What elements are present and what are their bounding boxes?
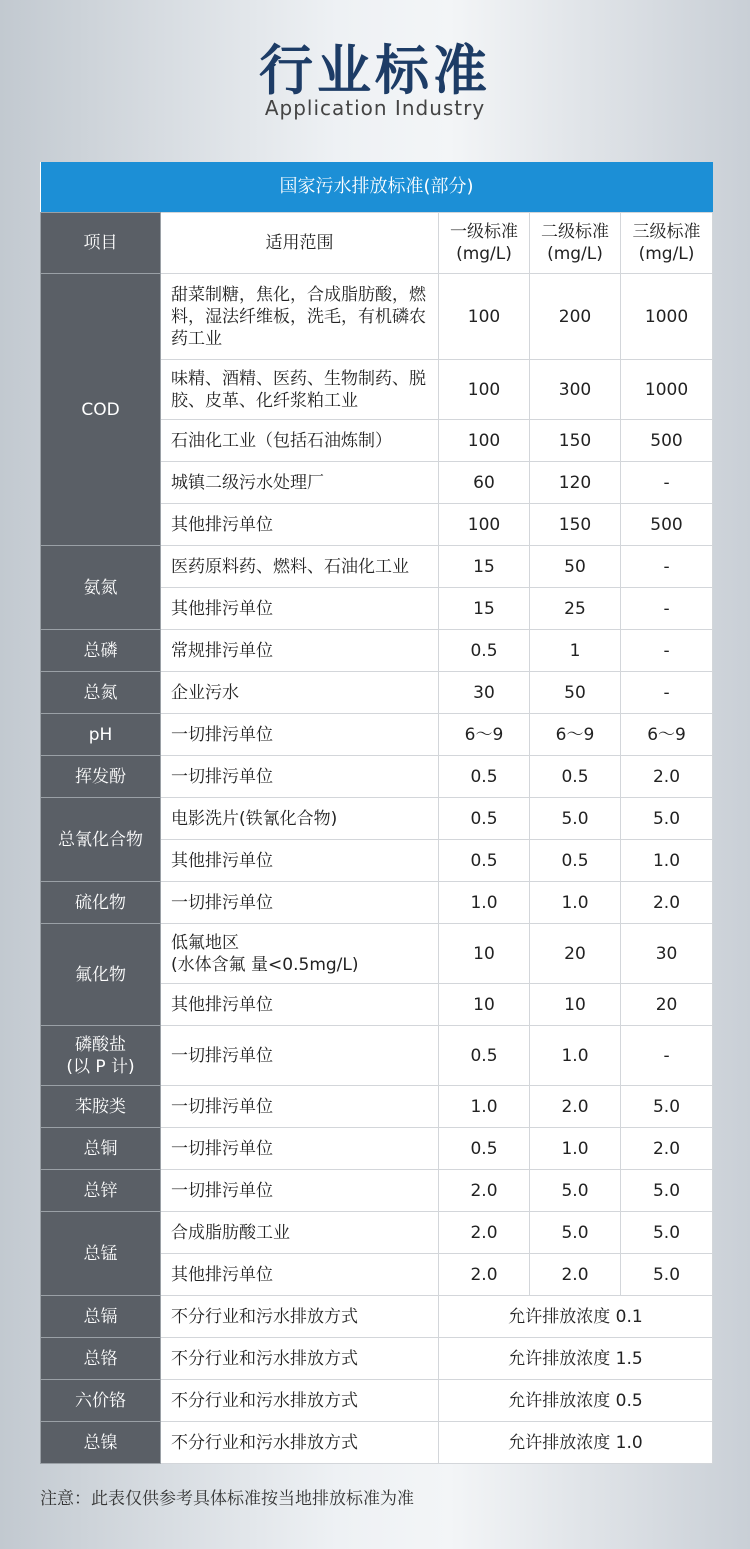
scope-cell: 合成脂肪酸工业 — [161, 1212, 439, 1254]
scope-cell: 其他排污单位 — [161, 840, 439, 882]
grade1-value-cell: 100 — [439, 420, 530, 462]
item-cell: 总锌 — [41, 1170, 161, 1212]
grade1-value-cell: 100 — [439, 274, 530, 360]
grade2-value-cell: 2.0 — [530, 1086, 621, 1128]
scope-cell: 其他排污单位 — [161, 984, 439, 1026]
table-row — [41, 546, 713, 588]
table-row — [41, 1296, 713, 1338]
table-row — [41, 1026, 713, 1086]
grade3-value-cell: 2.0 — [621, 756, 713, 798]
grade3-value-cell: 2.0 — [621, 882, 713, 924]
grade2-value-cell: 5.0 — [530, 798, 621, 840]
limit-cell-merged: 允许排放浓度 0.5 — [439, 1380, 713, 1422]
table-row — [41, 714, 713, 756]
scope-cell: 一切排污单位 — [161, 714, 439, 756]
scope-cell: 低氟地区 (水体含氟 量<0.5mg/L) — [161, 924, 439, 984]
grade1-value-cell: 100 — [439, 504, 530, 546]
footnote: 注意：此表仅供参考具体标准按当地排放标准为准 — [40, 1489, 414, 1509]
grade2-value-cell: 6～9 — [530, 714, 621, 756]
scope-cell: 不分行业和污水排放方式 — [161, 1380, 439, 1422]
grade3-value-cell: - — [621, 1026, 713, 1086]
page-title: 行业标准 — [259, 39, 491, 102]
scope-cell: 甜菜制糖，焦化，合成脂肪酸，燃料，湿法纤维板，洗毛，有机磷农药工业 — [161, 274, 439, 360]
scope-cell: 一切排污单位 — [161, 756, 439, 798]
grade3-value-cell: 5.0 — [621, 1212, 713, 1254]
table-row — [41, 630, 713, 672]
item-cell: 硫化物 — [41, 882, 161, 924]
item-cell: 挥发酚 — [41, 756, 161, 798]
grade2-value-cell: 200 — [530, 274, 621, 360]
column-header-scope: 适用范围 — [161, 213, 439, 274]
grade3-value-cell: - — [621, 588, 713, 630]
grade1-value-cell: 0.5 — [439, 798, 530, 840]
item-cell: 总铬 — [41, 1338, 161, 1380]
grade3-value-cell: 1000 — [621, 274, 713, 360]
item-cell: COD — [41, 274, 161, 546]
table-row — [41, 1212, 713, 1254]
grade2-value-cell: 1 — [530, 630, 621, 672]
grade1-value-cell: 100 — [439, 360, 530, 420]
table-header-row — [41, 213, 713, 274]
grade3-value-cell: 20 — [621, 984, 713, 1026]
scope-cell: 一切排污单位 — [161, 1128, 439, 1170]
table-row — [41, 672, 713, 714]
table-row — [41, 756, 713, 798]
grade2-value-cell: 2.0 — [530, 1254, 621, 1296]
grade1-value-cell: 10 — [439, 924, 530, 984]
grade3-value-cell: 30 — [621, 924, 713, 984]
scope-cell: 一切排污单位 — [161, 1086, 439, 1128]
grade2-value-cell: 1.0 — [530, 882, 621, 924]
grade1-value-cell: 0.5 — [439, 840, 530, 882]
grade2-value-cell: 50 — [530, 546, 621, 588]
scope-cell: 一切排污单位 — [161, 1026, 439, 1086]
limit-cell-merged: 允许排放浓度 1.5 — [439, 1338, 713, 1380]
grade3-value-cell: 1.0 — [621, 840, 713, 882]
scope-cell: 企业污水 — [161, 672, 439, 714]
grade3-value-cell: 5.0 — [621, 1086, 713, 1128]
table-row — [41, 1086, 713, 1128]
grade1-value-cell: 2.0 — [439, 1170, 530, 1212]
scope-cell: 医药原料药、燃料、石油化工业 — [161, 546, 439, 588]
grade2-value-cell: 50 — [530, 672, 621, 714]
grade3-value-cell: 5.0 — [621, 798, 713, 840]
grade2-value-cell: 120 — [530, 462, 621, 504]
grade2-value-cell: 150 — [530, 420, 621, 462]
limit-cell-merged: 允许排放浓度 0.1 — [439, 1296, 713, 1338]
item-cell: 磷酸盐 (以 P 计) — [41, 1026, 161, 1086]
grade3-value-cell: 500 — [621, 504, 713, 546]
scope-cell: 不分行业和污水排放方式 — [161, 1422, 439, 1464]
grade2-value-cell: 5.0 — [530, 1212, 621, 1254]
grade1-value-cell: 2.0 — [439, 1212, 530, 1254]
scope-cell: 不分行业和污水排放方式 — [161, 1296, 439, 1338]
grade1-value-cell: 0.5 — [439, 1128, 530, 1170]
item-cell: 总镍 — [41, 1422, 161, 1464]
grade1-value-cell: 10 — [439, 984, 530, 1026]
table-row — [41, 1338, 713, 1380]
item-cell: 总锰 — [41, 1212, 161, 1296]
grade1-value-cell: 6～9 — [439, 714, 530, 756]
column-header-grade1: 一级标准 (mg/L) — [439, 213, 530, 274]
grade1-value-cell: 1.0 — [439, 882, 530, 924]
grade1-value-cell: 60 — [439, 462, 530, 504]
item-cell: 总镉 — [41, 1296, 161, 1338]
grade2-value-cell: 0.5 — [530, 840, 621, 882]
grade3-value-cell: 5.0 — [621, 1170, 713, 1212]
grade3-value-cell: 2.0 — [621, 1128, 713, 1170]
item-cell: 总氮 — [41, 672, 161, 714]
grade2-value-cell: 150 — [530, 504, 621, 546]
scope-cell: 其他排污单位 — [161, 1254, 439, 1296]
grade3-value-cell: - — [621, 672, 713, 714]
grade2-value-cell: 300 — [530, 360, 621, 420]
item-cell: 总铜 — [41, 1128, 161, 1170]
item-cell: 氟化物 — [41, 924, 161, 1026]
grade2-value-cell: 1.0 — [530, 1128, 621, 1170]
scope-cell: 其他排污单位 — [161, 504, 439, 546]
grade3-value-cell: 500 — [621, 420, 713, 462]
item-cell: 总磷 — [41, 630, 161, 672]
scope-cell: 一切排污单位 — [161, 1170, 439, 1212]
grade3-value-cell: 1000 — [621, 360, 713, 420]
grade2-value-cell: 10 — [530, 984, 621, 1026]
grade2-value-cell: 5.0 — [530, 1170, 621, 1212]
grade2-value-cell: 25 — [530, 588, 621, 630]
table-row — [41, 924, 713, 984]
table-row — [41, 798, 713, 840]
grade1-value-cell: 15 — [439, 588, 530, 630]
item-cell: 苯胺类 — [41, 1086, 161, 1128]
item-cell: 氨氮 — [41, 546, 161, 630]
column-header-grade3: 三级标准 (mg/L) — [621, 213, 713, 274]
scope-cell: 味精、酒精、医药、生物制药、脱胶、皮革、化纤浆粕工业 — [161, 360, 439, 420]
grade1-value-cell: 0.5 — [439, 630, 530, 672]
grade3-value-cell: - — [621, 630, 713, 672]
table-row — [41, 1380, 713, 1422]
grade1-value-cell: 0.5 — [439, 1026, 530, 1086]
grade1-value-cell: 0.5 — [439, 756, 530, 798]
standards-table-container — [40, 162, 712, 1464]
table-row — [41, 274, 713, 360]
scope-cell: 其他排污单位 — [161, 588, 439, 630]
item-cell: pH — [41, 714, 161, 756]
column-header-item: 项目 — [41, 213, 161, 274]
scope-cell: 常规排污单位 — [161, 630, 439, 672]
grade1-value-cell: 30 — [439, 672, 530, 714]
grade2-value-cell: 0.5 — [530, 756, 621, 798]
grade1-value-cell: 15 — [439, 546, 530, 588]
scope-cell: 电影洗片(铁氰化合物) — [161, 798, 439, 840]
table-row — [41, 1422, 713, 1464]
scope-cell: 城镇二级污水处理厂 — [161, 462, 439, 504]
grade2-value-cell: 20 — [530, 924, 621, 984]
grade2-value-cell: 1.0 — [530, 1026, 621, 1086]
grade3-value-cell: - — [621, 546, 713, 588]
item-cell: 六价铬 — [41, 1380, 161, 1422]
grade1-value-cell: 2.0 — [439, 1254, 530, 1296]
item-cell: 总氰化合物 — [41, 798, 161, 882]
grade3-value-cell: 5.0 — [621, 1254, 713, 1296]
column-header-grade2: 二级标准 (mg/L) — [530, 213, 621, 274]
grade3-value-cell: 6～9 — [621, 714, 713, 756]
page-subtitle: Application Industry — [264, 96, 486, 120]
grade1-value-cell: 1.0 — [439, 1086, 530, 1128]
table-row — [41, 1128, 713, 1170]
grade3-value-cell: - — [621, 462, 713, 504]
table-row — [41, 1170, 713, 1212]
standards-table — [40, 162, 713, 1464]
scope-cell: 石油化工业（包括石油炼制） — [161, 420, 439, 462]
limit-cell-merged: 允许排放浓度 1.0 — [439, 1422, 713, 1464]
scope-cell: 不分行业和污水排放方式 — [161, 1338, 439, 1380]
table-caption: 国家污水排放标准(部分) — [41, 162, 713, 213]
table-row — [41, 882, 713, 924]
scope-cell: 一切排污单位 — [161, 882, 439, 924]
